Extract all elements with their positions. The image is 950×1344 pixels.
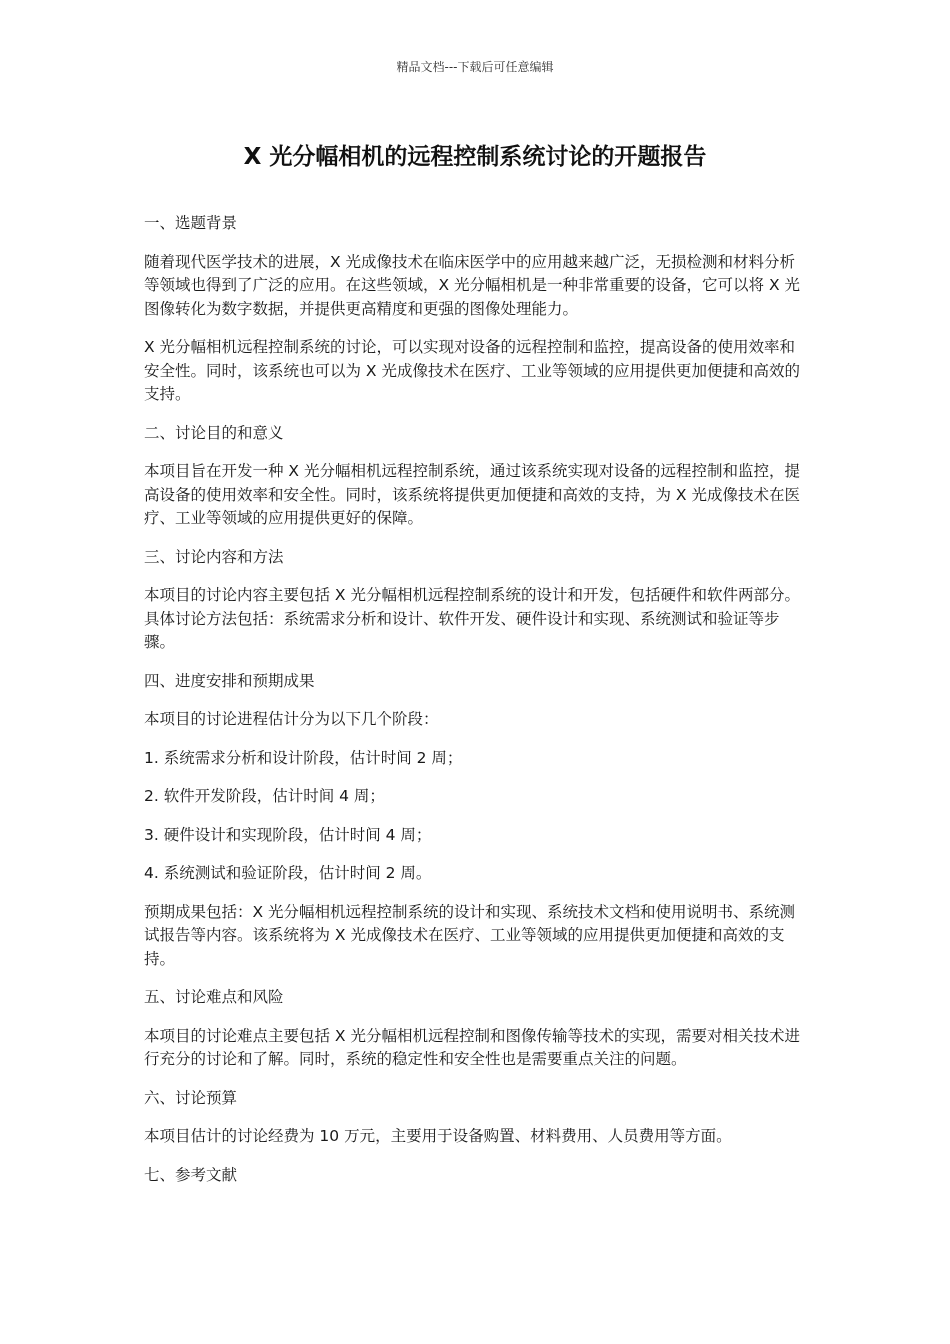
section-heading-schedule: 四、进度安排和预期成果: [144, 671, 315, 690]
section-heading-risks: 五、讨论难点和风险: [144, 988, 284, 1006]
paragraph-purpose: 本项目旨在开发一种 X 光分幅相机远程控制系统，通过该系统实现对设备的远程控制和监控，提高设备的使用效率和安全性。同时，该系统将提供更加便捷和高效的支持，为 X 光成像技术在医疗、工业等领域的应用提供更好的保障。: [144, 462, 800, 527]
section-heading-references: 七、参考文献: [144, 1165, 238, 1184]
section-heading-purpose: 二、讨论目的和意义: [144, 423, 284, 442]
paragraph-background-1: 随着现代医学技术的进展，X 光成像技术在临床医学中的应用越来越广泛，无损检测和材料分析等领域也得到了广泛的应用。在这些领域，X 光分幅相机是一种非常重要的设备，它可以将 X 光图像转化为数字数据，并提供更高精度和更强的图像处理能力。: [144, 252, 801, 318]
section-heading-content-methods: 三、讨论内容和方法: [144, 547, 284, 566]
paragraph-risks: 本项目的讨论难点主要包括 X 光分幅相机远程控制和图像传输等技术的实现，需要对相关技术进行充分的讨论和了解。同时，系统的稳定性和安全性也是需要重点关注的问题。: [144, 1026, 800, 1068]
paragraph-expected-results: 预期成果包括：X 光分幅相机远程控制系统的设计和实现、系统技术文档和使用说明书、系统测试报告等内容。该系统将为 X 光成像技术在医疗、工业等领域的应用提供更加便捷和高效的支持。: [144, 902, 796, 968]
paragraph-background-2: X 光分幅相机远程控制系统的讨论，可以实现对设备的远程控制和监控，提高设备的使用效率和安全性。同时，该系统也可以为 X 光成像技术在医疗、工业等领域的应用提供更加便捷和高效的支持。: [144, 338, 800, 403]
list-item-phase-3: 3. 硬件设计和实现阶段，估计时间 4 周；: [144, 825, 432, 844]
list-item-phase-2: 2. 软件开发阶段，估计时间 4 周；: [144, 787, 385, 805]
document-body: [144, 212, 809, 1202]
document-title: X 光分幅相机的远程控制系统讨论的开题报告: [243, 144, 707, 170]
header-note: 精品文档---下载后可任意编辑: [396, 60, 554, 74]
section-heading-background: 一、选题背景: [144, 214, 238, 232]
paragraph-content-methods: 本项目的讨论内容主要包括 X 光分幅相机远程控制系统的设计和开发，包括硬件和软件两部分。具体讨论方法包括：系统需求分析和设计、软件开发、硬件设计和实现、系统测试和验证等步骤。: [144, 586, 800, 651]
paragraph-budget: 本项目估计的讨论经费为 10 万元，主要用于设备购置、材料费用、人员费用等方面。: [144, 1127, 732, 1145]
list-item-phase-4: 4. 系统测试和验证阶段，估计时间 2 周。: [144, 864, 432, 882]
list-item-phase-1: 1. 系统需求分析和设计阶段，估计时间 2 周；: [144, 748, 463, 767]
paragraph-schedule-intro: 本项目的讨论进程估计分为以下几个阶段：: [144, 710, 439, 728]
section-heading-budget: 六、讨论预算: [144, 1088, 238, 1107]
